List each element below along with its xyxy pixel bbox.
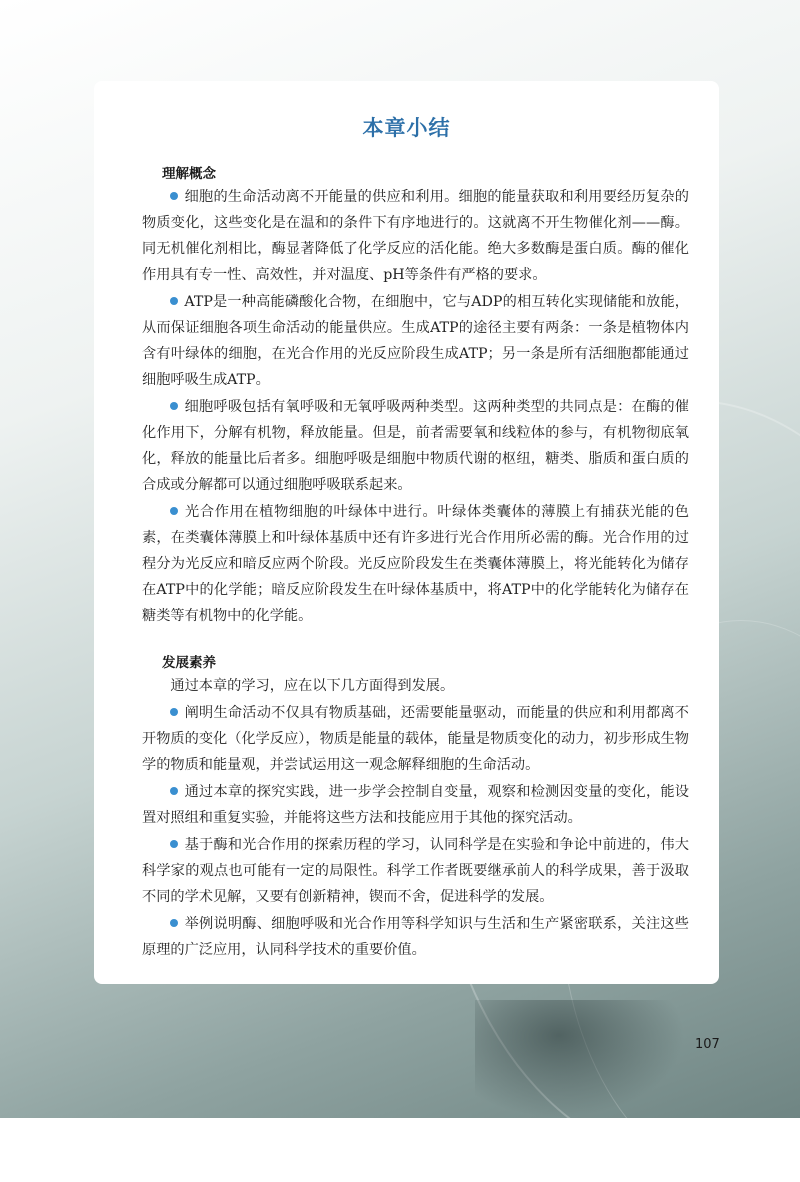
bullet-icon [170, 708, 178, 716]
bullet-icon [170, 919, 178, 927]
bullet-icon [170, 402, 178, 410]
chapter-summary-card [94, 81, 719, 984]
understanding-item: 细胞的生命活动离不开能量的供应和利用。细胞的能量获取和利用要经历复杂的物质变化，这些变化是在温和的条件下有序地进行的。这就离不开生物催化剂——酶。同无机催化剂相比，酶显著降低了化学反应的活化能。绝大多数酶是蛋白质。酶的催化作用具有专一性、高效性，并对温度、pH等条件有严格的要求。 [142, 189, 689, 283]
understanding-item: 细胞呼吸包括有氧呼吸和无氧呼吸两种类型。这两种类型的共同点是：在酶的催化作用下，分解有机物，释放能量。但是，前者需要氧和线粒体的参与，有机物彻底氧化，释放的能量比后者多。细胞呼吸是细胞中物质代谢的枢纽，糖类、脂质和蛋白质的合成或分解都可以通过细胞呼吸联系起来。 [142, 399, 689, 493]
bullet-icon [170, 192, 178, 200]
development-item: 基于酶和光合作用的探索历程的学习，认同科学是在实验和争论中前进的，伟大科学家的观点也可能有一定的局限性。科学工作者既要继承前人的科学成果，善于汲取不同的学术见解，又要有创新精神，锲而不舍，促进科学的发展。 [142, 837, 689, 905]
bullet-icon [170, 507, 178, 515]
development-item: 举例说明酶、细胞呼吸和光合作用等科学知识与生活和生产紧密联系，关注这些原理的广泛应用，认同科学技术的重要价值。 [142, 916, 689, 958]
bullet-icon [170, 297, 178, 305]
understanding-item: ATP是一种高能磷酸化合物，在细胞中，它与ADP的相互转化实现储能和放能，从而保证细胞各项生命活动的能量供应。生成ATP的途径主要有两条：一条是植物体内含有叶绿体的细胞，在光合作用的光反应阶段生成ATP；另一条是所有活细胞都能通过细胞呼吸生成ATP。 [142, 294, 689, 388]
section-heading-development: 发展素养 [162, 655, 216, 671]
page-number: 107 [695, 1037, 720, 1052]
development-intro: 通过本章的学习，应在以下几方面得到发展。 [170, 678, 455, 694]
bullet-icon [170, 840, 178, 848]
plant-shadow-decoration [475, 1000, 685, 1118]
section-heading-understanding: 理解概念 [162, 166, 216, 182]
summary-title: 本章小结 [362, 116, 451, 140]
bullet-icon [170, 787, 178, 795]
development-item: 阐明生命活动不仅具有物质基础，还需要能量驱动，而能量的供应和利用都离不开物质的变化（化学反应），物质是能量的载体，能量是物质变化的动力，初步形成生物学的物质和能量观，并尝试运用这一观念解释细胞的生命活动。 [142, 705, 689, 773]
understanding-item: 光合作用在植物细胞的叶绿体中进行。叶绿体类囊体的薄膜上有捕获光能的色素，在类囊体薄膜上和叶绿体基质中还有许多进行光合作用所必需的酶。光合作用的过程分为光反应和暗反应两个阶段。光反应阶段发生在类囊体薄膜上，将光能转化为储存在ATP中的化学能；暗反应阶段发生在叶绿体基质中，将ATP中的化学能转化为储存在糖类等有机物中的化学能。 [142, 504, 689, 624]
development-item: 通过本章的探究实践，进一步学会控制自变量，观察和检测因变量的变化，能设置对照组和重复实验，并能将这些方法和技能应用于其他的探究活动。 [142, 784, 689, 826]
